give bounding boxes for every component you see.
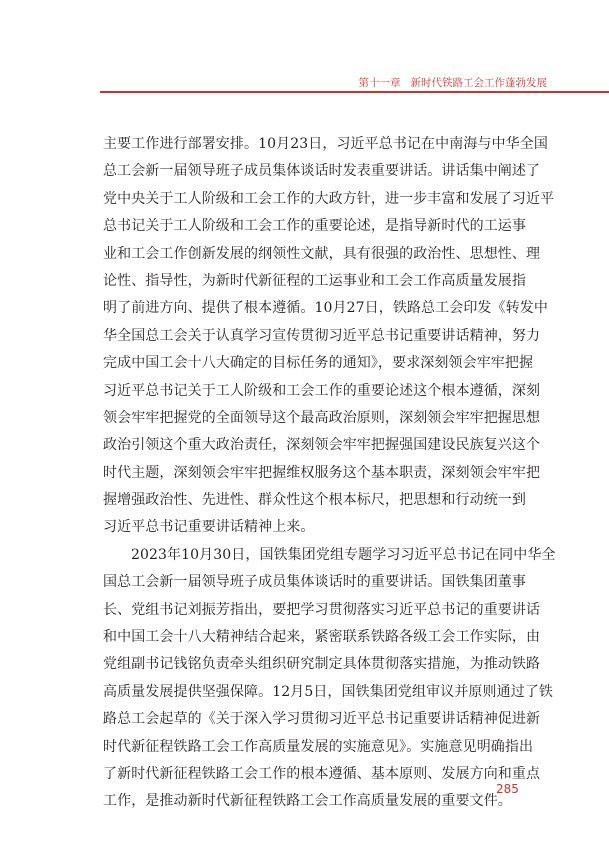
text-line: 和中国工会十八大精神结合起来，紧密联系铁路各级工会工作实际，由 [103, 629, 541, 646]
text-line: 领会牢牢把握党的全面领导这个最高政治原则，深刻领会牢牢把握思想 [103, 409, 541, 426]
text-line: 国总工会新一届领导班子成员集体谈话时的重要讲话。国铁集团董事 [103, 574, 526, 591]
text-line: 明了前进方向、提供了根本遵循。10月27日，铁路总工会印发《转发中 [103, 300, 548, 317]
text-line: 完成中国工会十八大确定的目标任务的通知》，要求深刻领会牢牢把握 [103, 355, 534, 372]
text-line: 党组副书记钱铭负责牵头组织研究制定具体贯彻落实措施，为推动铁路 [103, 656, 541, 673]
running-header [0, 0, 609, 100]
text-line: 握增强政治性、先进性、群众性这个根本标尺，把思想和行动统一到 [103, 492, 526, 509]
chapter-title: 新时代铁路工会工作蓬勃发展 [410, 77, 547, 89]
text-line: 时代主题，深刻领会牢牢把握维权服务这个基本职责，深刻领会牢牢把 [103, 464, 541, 481]
text-line: 论性、指导性，为新时代新征程的工运事业和工会工作高质量发展指 [103, 272, 526, 289]
text-line: 工作，是推动新时代新征程铁路工会工作高质量发展的重要文件。 [103, 793, 512, 810]
chapter-label: 第十一章 [358, 77, 401, 89]
text-line: 习近平总书记关于工人阶级和工会工作的重要论述这个根本遵循，深刻 [103, 382, 541, 399]
text-line: 党中央关于工人阶级和工会工作的大政方针，进一步丰富和发展了习近平 [103, 190, 555, 207]
text-line: 路总工会起草的《关于深入学习贯彻习近平总书记重要讲话精神促进新 [103, 711, 541, 728]
page-number: 285 [496, 782, 519, 796]
text-line: 总工会新一届领导班子成员集体谈话时发表重要讲话。讲话集中阐述了 [103, 163, 541, 180]
text-line: 主要工作进行部署安排。10月23日，习近平总书记在中南海与中华全国 [103, 136, 548, 152]
text-line: 业和工会工作创新发展的纲领性文献，具有很强的政治性、思想性、理 [103, 245, 541, 262]
body-text [103, 131, 556, 816]
text-line: 时代新征程铁路工会工作高质量发展的实施意见》。实施意见明确指出 [103, 738, 534, 755]
text-line: 华全国总工会关于认真学习宣传贯彻习近平总书记重要讲话精神，努力 [103, 327, 541, 344]
text-line: 习近平总书记重要讲话精神上来。 [103, 519, 315, 536]
text-line: 长、党组书记刘振芳指出，要把学习贯彻落实习近平总书记的重要讲话 [103, 601, 541, 618]
text-line: 了新时代新征程铁路工会工作的根本遵循、基本原则、发展方向和重点 [103, 765, 541, 782]
header-text [359, 77, 548, 89]
header-rule [100, 91, 609, 93]
text-line: 政治引领这个重大政治责任，深刻领会牢牢把握强国建设民族复兴这个 [103, 437, 541, 454]
paragraph-start-line: 2023年10月30日，国铁集团党组专题学习习近平总书记在同中华全 [131, 546, 556, 563]
text-line: 总书记关于工人阶级和工会工作的重要论述，是指导新时代的工运事 [103, 218, 526, 235]
text-line: 高质量发展提供坚强保障。12月5日，国铁集团党组审议并原则通过了铁 [103, 683, 554, 700]
